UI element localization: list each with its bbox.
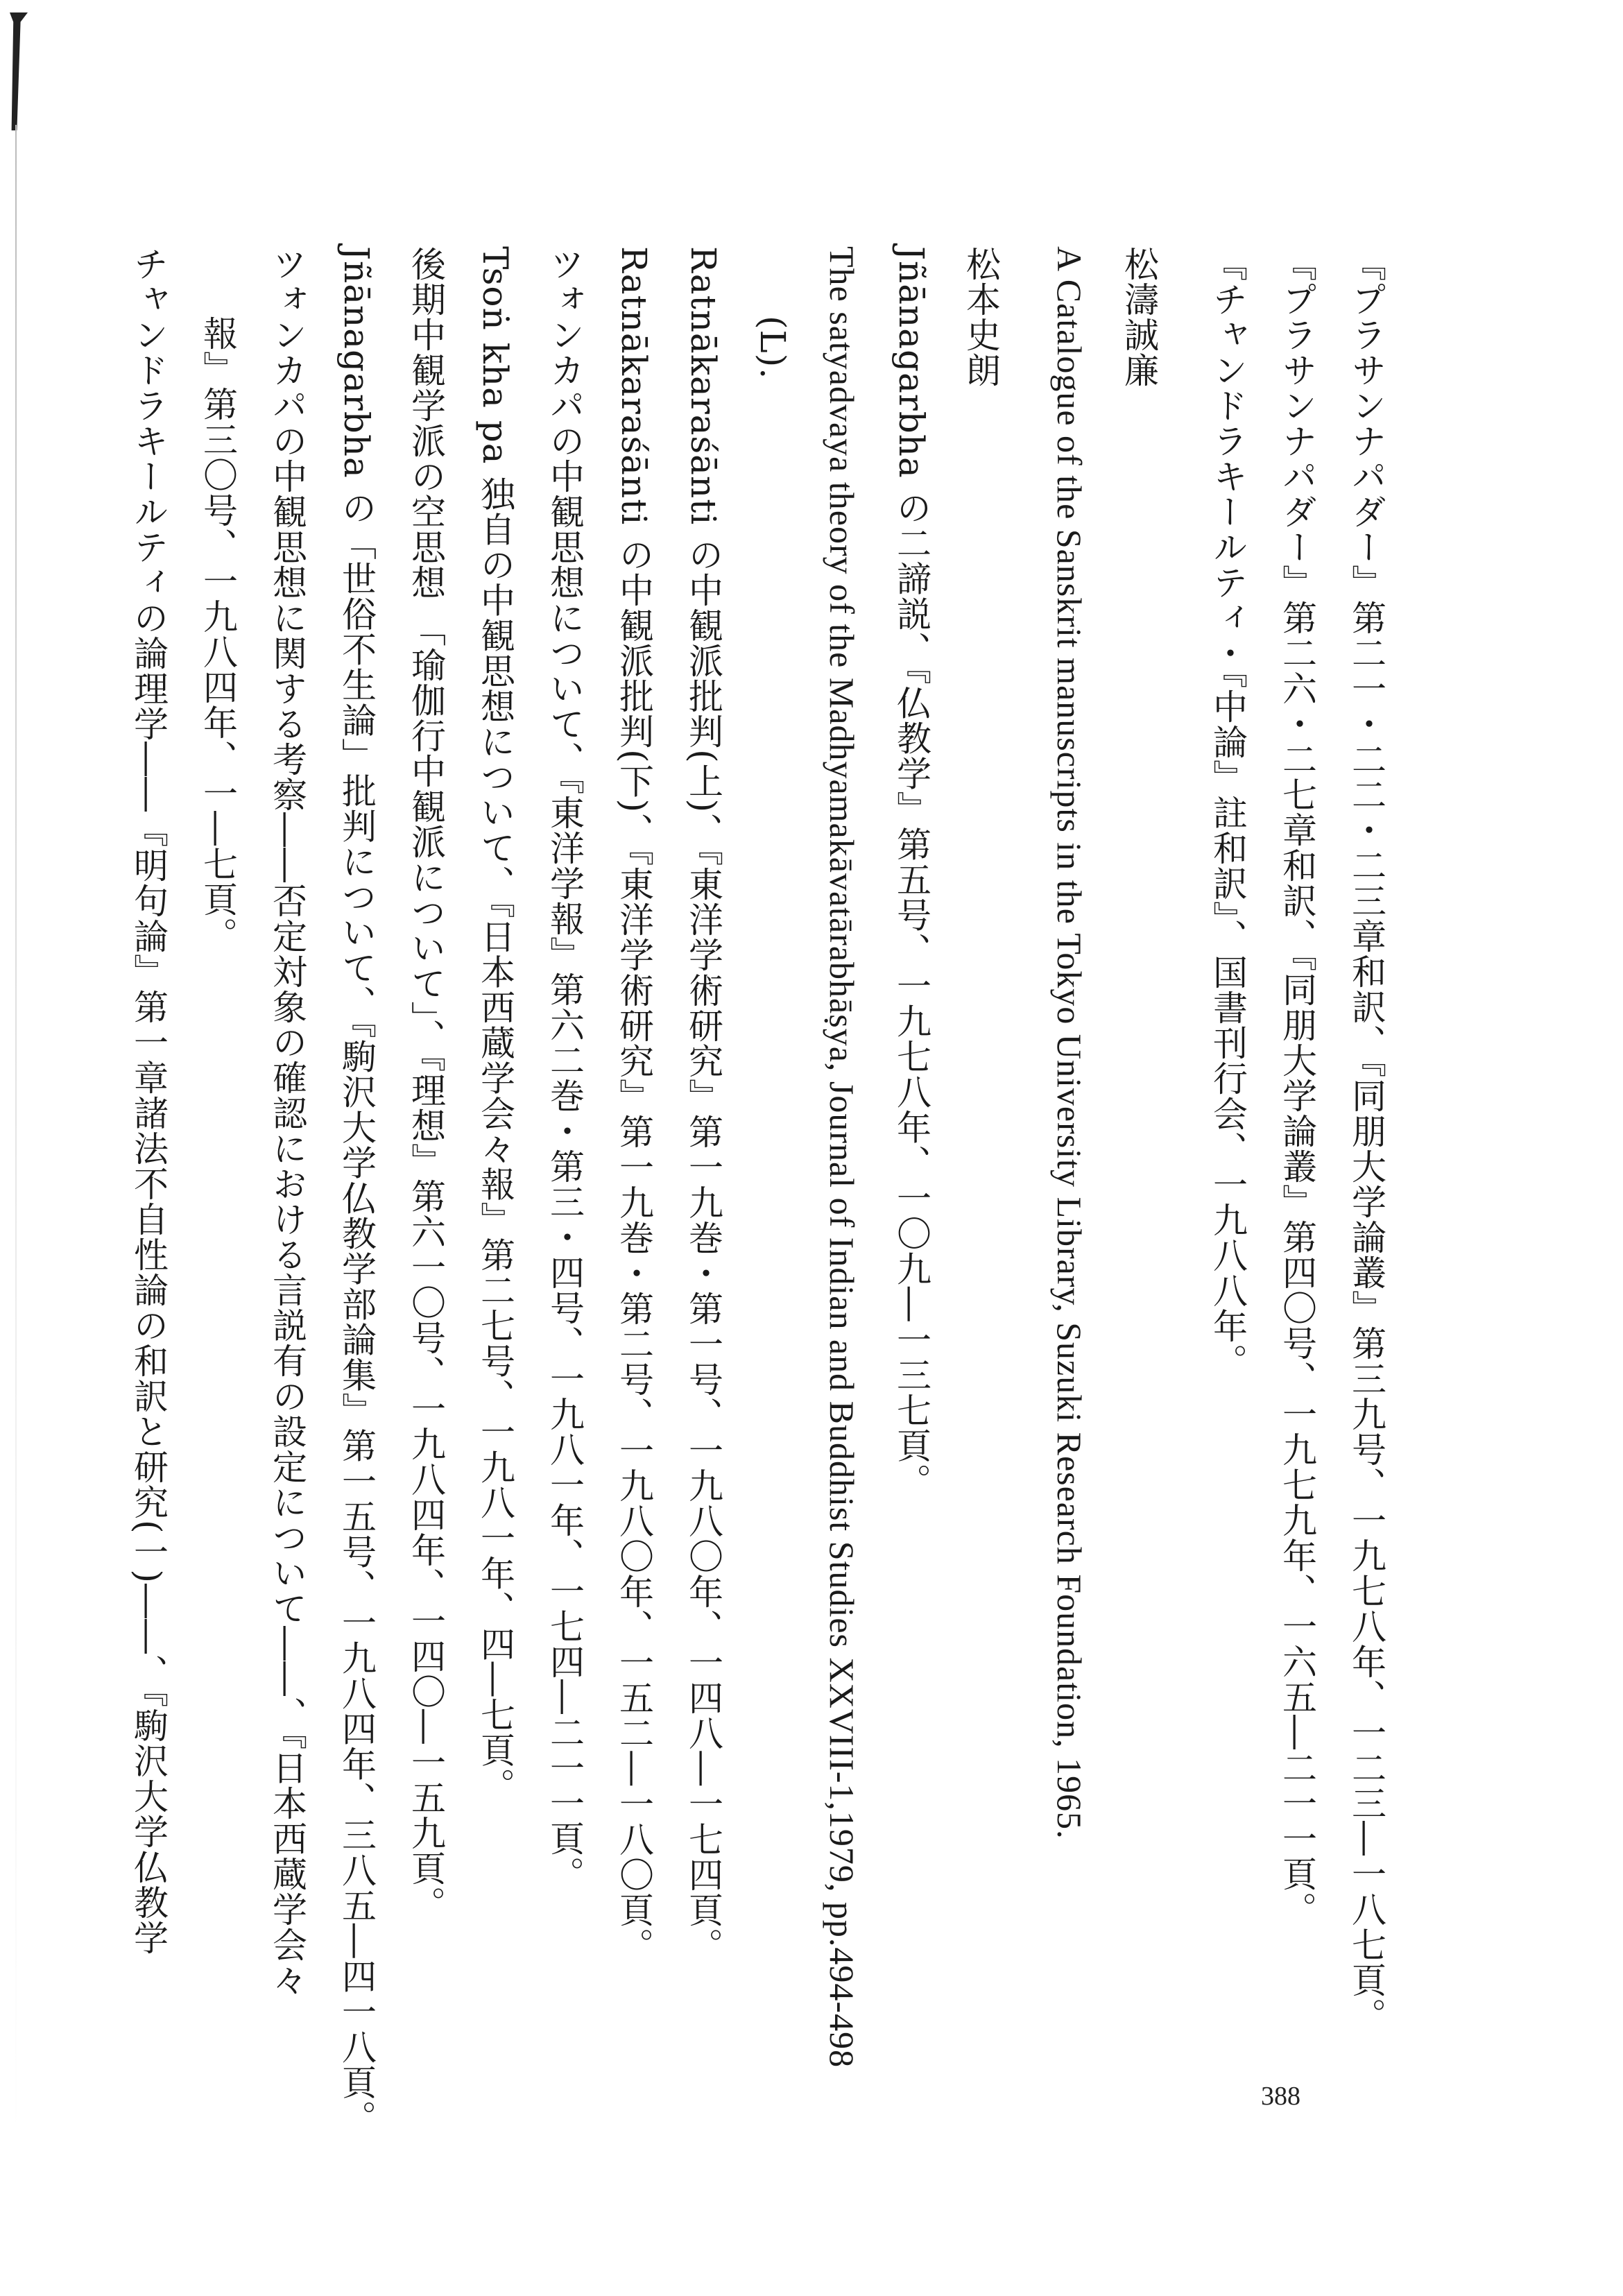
bibliography-entry: Ratnākaraśānti の中観派批判(下)、『東洋学術研究』第一九巻・第二号、一九八〇年、一五二―一八〇頁。 xyxy=(614,246,654,1964)
bibliography-entry: Ratnākaraśānti の中観派批判(上)、『東洋学術研究』第一九巻・第一号、一九八〇年、一四八―一七四頁。 xyxy=(683,246,723,1964)
binding-mark xyxy=(10,12,28,130)
bibliography-entry: A Catalogue of the Sanskrit manuscripts in the Tokyo University Library, Suzuki Research Foundation, 1965. xyxy=(1050,246,1089,1840)
bibliography-entry-continuation: (L). xyxy=(753,316,793,380)
author-heading: 松本史朗 xyxy=(961,246,1001,388)
bibliography-entry: 後期中観学派の空思想 「瑜伽行中観派について」、『理想』第六一〇号、一九八四年、一四〇―一五九頁。 xyxy=(406,246,446,1921)
bibliography-entry: Tsoṅ kha pa 独自の中観思想について、『日本西蔵学会々報』第二七号、一九八一年、四―七頁。 xyxy=(475,246,515,1804)
bibliography-entry: The satyadvaya theory of the Madhyamakāvatārabhāṣya, Journal of Indian and Buddhist Studies XXVIII-1,1979, pp.494-498 xyxy=(823,246,861,2068)
page-number: 388 xyxy=(1261,2082,1300,2111)
bibliography-entry-continuation: 報』第三〇号、一九八四年、一―七頁。 xyxy=(198,316,238,952)
author-heading: 松濤誠廉 xyxy=(1119,246,1159,388)
bibliography-entry: ツォンカパの中観思想に関する考察――否定対象の確認における言説有の設定について――、『日本西蔵学会々 xyxy=(267,246,307,1998)
bibliography-entry: Jñānagarbha の二諦説、『仏教学』第五号、一九七八年、一〇九―一三七頁。 xyxy=(891,246,931,1499)
bibliography-entry: 『プラサンナパダー』第二一・二二・二三章和訳、『同朋大学論叢』第三九号、一九七八年、一二三―一八七頁。 xyxy=(1346,246,1386,2033)
bibliography-entry: Jñānagarbha の「世俗不生論」批判について、『駒沢大学仏教学部論集』第一五号、一九八四年、三八五―四一八頁。 xyxy=(336,246,377,2136)
bibliography-text xyxy=(114,246,1401,2258)
bibliography-entry: ツォンカパの中観思想について、『東洋学報』第六二巻・第三・四号、一九八一年、一七四―二一一頁。 xyxy=(544,246,585,1892)
bibliography-entry: 『プラサンナパダー』第二六・二七章和訳、『同朋大学論叢』第四〇号、一九七九年、一六五―二一一頁。 xyxy=(1277,246,1317,1927)
binding-edge xyxy=(15,125,17,2136)
bibliography-entry: 『チャンドラキールティ・『中論』註和訳』、国書刊行会、一九八八年。 xyxy=(1208,246,1248,1379)
bibliography-entry: チャンドラキールティの論理学――『明句論』第一章諸法不自性論の和訳と研究(一)――、『駒沢大学仏教学 xyxy=(128,246,169,1956)
